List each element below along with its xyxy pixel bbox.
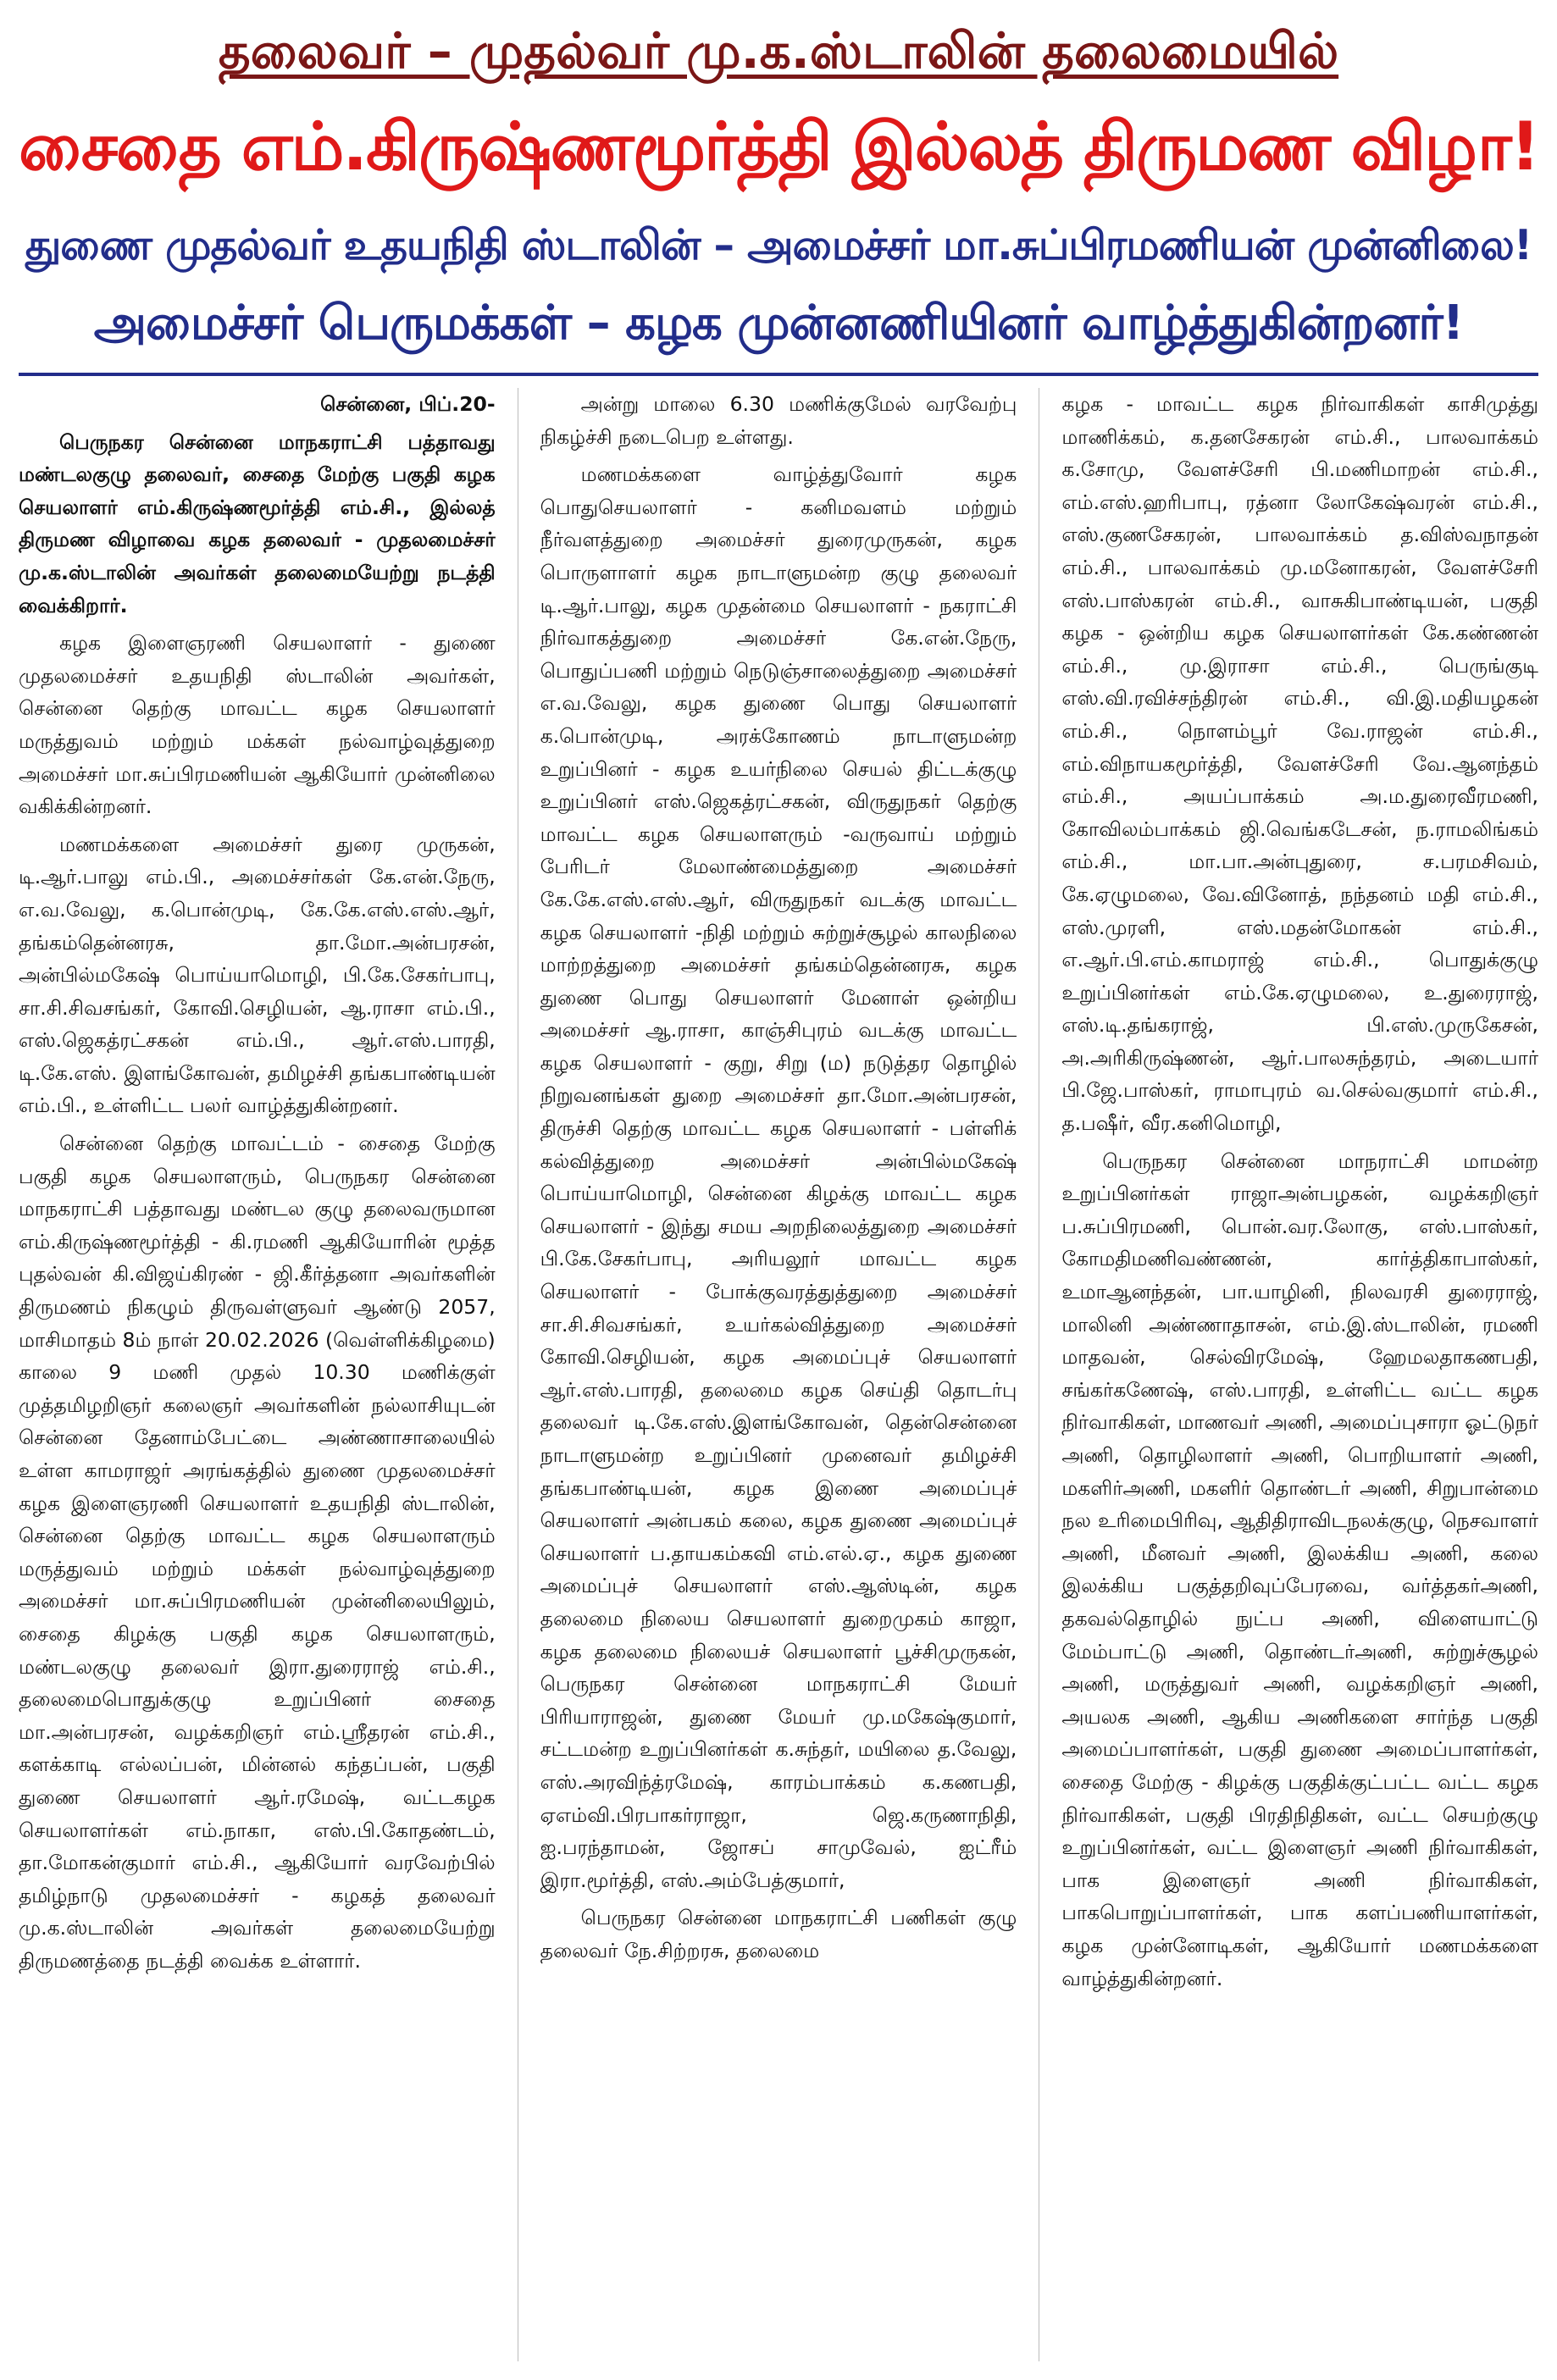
subheading-2: அமைச்சர் பெருமக்கள் – கழக முன்னணியினர் வாழ்த்துகின்றனர்! [93,296,1464,351]
article-paragraph: பெருநகர சென்னை மாநகராட்சி பத்தாவது மண்டலகுழு தலைவர், சைதை மேற்கு பகுதி கழக செயலாளர் எம்.கிருஷ்ணமூர்த்தி எம்.சி., இல்லத் திருமண விழாவை கழக தலைவர் - முதலமைச்சர் மு.க.ஸ்டாலின் அவர்கள் தலைமையேற்று நடத்தி வைக்கிறார். [19,429,496,617]
article-paragraph: பெருநகர சென்னை மாநராட்சி மாமன்ற உறுப்பினர்கள் ராஜாஅன்பழகன், வழக்கறிஞர் ப.சுப்பிரமணி, பொன்.வர.லோகு, எஸ்.பாஸ்கர், கோமதிமணிவண்ணன், கார்த்திகாபாஸ்கர், உமாஆனந்தன், பா.யாழினி, நிலவரசி துரைராஜ், மாலினி அண்ணாதாசன், எம்.இ.ஸ்டாலின், ரமணி மாதவன், செல்விரமேஷ், ஹேமலதாகணபதி, சங்கர்கணேஷ், எஸ்.பாரதி, உள்ளிட்ட வட்ட கழக நிர்வாகிகள், மாணவர் அணி, அமைப்புசாரா ஓட்டுநர் அணி, தொழிலாளர் அணி, பொறியாளர் அணி, மகளிர்அணி, மகளிர் தொண்டர் அணி, சிறுபான்மை நல உரிமைபிரிவு, ஆதிதிராவிடநலக்குழு, நெசவாளர் அணி, மீனவர் அணி, இலக்கிய அணி, கலை இலக்கிய பகுத்தறிவுப்பேரவை, வர்த்தகர்அணி, தகவல்தொழில் நுட்ப அணி, விளையாட்டு மேம்பாட்டு அணி, தொண்டர்அணி, சுற்றுச்சூழல் அணி, மருத்துவர் அணி, வழக்கறிஞர் அணி, அயலக அணி, ஆகிய அணிகளை சார்ந்த பகுதி அமைப்பாளர்கள், பகுதி துணை அமைப்பாளர்கள், சைதை மேற்கு - கிழக்கு பகுதிக்குட்பட்ட வட்ட கழக நிர்வாகிகள், பகுதி பிரதிநிதிகள், வட்ட செயற்குழு உறுப்பினர்கள், வட்ட இளைஞர் அணி நிர்வாகிகள், பாக இளைஞர் அணி நிர்வாகிகள், பாகபொறுப்பாளர்கள், பாக களப்பணியாளர்கள், கழக முன்னோடிகள், ஆகியோர் மணமக்களை வாழ்த்துகின்றனர். [1061,1148,1538,1990]
article-column-2 [540,388,1017,2361]
article-paragraph: மணமக்களை அமைச்சர் துரை முருகன், டி.ஆர்.பாலு எம்.பி., அமைச்சர்கள் கே.என்.நேரு, எ.வ.வேலு, க.பொன்முடி, கே.கே.எஸ்.எஸ்.ஆர், தங்கம்தென்னரசு, தா.மோ.அன்பரசன், அன்பில்மகேஷ் பொய்யாமொழி, பி.கே.சேகர்பாபு, சா.சி.சிவசங்கர், கோவி.செழியன், ஆ.ராசா எம்.பி., எஸ்.ஜெகத்ரட்சகன் எம்.பி., ஆர்.எஸ்.பாரதி, டி.கே.எஸ். இளங்கோவன், தமிழச்சி தங்கபாண்டியன் எம்.பி., உள்ளிட்ட பலர் வாழ்த்துகின்றனர். [19,832,496,1118]
article-paragraph: அன்று மாலை 6.30 மணிக்குமேல் வரவேற்பு நிகழ்ச்சி நடைபெற உள்ளது. [540,392,1017,449]
article-columns [19,388,1538,2361]
article-paragraph: பெருநகர சென்னை மாநகராட்சி பணிகள் குழு தலைவர் நே.சிற்றரசு, தலைமை [540,1906,1017,1962]
article-paragraph: கழக - மாவட்ட கழக நிர்வாகிகள் காசிமுத்து மாணிக்கம், க.தனசேகரன் எம்.சி., பாலவாக்கம் க.சோமு, வேளச்சேரி பி.மணிமாறன் எம்.சி., எம்.எஸ்.ஹரிபாபு, ரத்னா லோகேஷ்வரன் எம்.சி., எஸ்.குணசேகரன், பாலவாக்கம் த.விஸ்வநாதன் எம்.சி., பாலவாக்கம் மு.மனோகரன், வேளச்சேரி எஸ்.பாஸ்கரன் எம்.சி., வாசுகிபாண்டியன், பகுதி கழக - ஒன்றிய கழக செயலாளர்கள் கே.கண்ணன் எம்.சி., மு.இராசா எம்.சி., பெருங்குடி எஸ்.வி.ரவிச்சந்திரன் எம்.சி., வி.இ.மதியழகன் எம்.சி., நொளம்பூர் வே.ராஜன் எம்.சி., எம்.விநாயகமூர்த்தி, வேளச்சேரி வே.ஆனந்தம் எம்.சி., அயப்பாக்கம் அ.ம.துரைவீரமணி, கோவிலம்பாக்கம் ஜி.வெங்கடேசன், ந.ராமலிங்கம் எம்.சி., மா.பா.அன்புதுரை, ச.பரமசிவம், கே.ஏழுமலை, வே.வினோத், நந்தனம் மதி எம்.சி., எஸ்.முரளி, எஸ்.மதன்மோகன் எம்.சி., எ.ஆர்.பி.எம்.காமராஜ் எம்.சி., பொதுக்குழு உறுப்பினர்கள் எம்.கே.ஏழுமலை, உ.துரைராஜ், எஸ்.டி.தங்கராஜ், பி.எஸ்.முருகேசன், அ.அரிகிருஷ்ணன், ஆர்.பாலசுந்தரம், அடையார் பி.ஜே.பாஸ்கர், ராமாபுரம் வ.செல்வகுமார் எம்.சி., த.பஷீர், வீர.கனிமொழி, [1061,392,1538,1136]
article-paragraph: மணமக்களை வாழ்த்துவோர் கழக பொதுசெயலாளர் - கனிமவளம் மற்றும் நீர்வளத்துறை அமைச்சர் துரைமுருகன், கழக பொருளாளர் கழக நாடாளுமன்ற குழு தலைவர் டி.ஆர்.பாலு, கழக முதன்மை செயலாளர் - நகராட்சி நிர்வாகத்துறை அமைச்சர் கே.என்.நேரு, பொதுப்பணி மற்றும் நெடுஞ்சாலைத்துறை அமைச்சர் எ.வ.வேலு, கழக துணை பொது செயலாளர் க.பொன்முடி, அரக்கோணம் நாடாளுமன்ற உறுப்பினர் - கழக உயர்நிலை செயல் திட்டக்குழு உறுப்பினர் எஸ்.ஜெகத்ரட்சகன், விருதுநகர் தெற்கு மாவட்ட கழக செயலாளரும் -வருவாய் மற்றும் பேரிடர் மேலாண்மைத்துறை அமைச்சர் கே.கே.எஸ்.எஸ்.ஆர், விருதுநகர் வடக்கு மாவட்ட கழக செயலாளர் -நிதி மற்றும் சுற்றுச்சூழல் காலநிலை மாற்றத்துறை அமைச்சர் தங்கம்தென்னரசு, கழக துணை பொது செயலாளர் மேனாள் ஒன்றிய அமைச்சர் ஆ.ராசா, காஞ்சிபுரம் வடக்கு மாவட்ட கழக செயலாளர் - குறு, சிறு (ம) நடுத்தர தொழில் நிறுவனங்கள் துறை அமைச்சர் தா.மோ.அன்பரசன், திருச்சி தெற்கு மாவட்ட கழக செயலாளர் - பள்ளிக் கல்வித்துறை அமைச்சர் அன்பில்மகேஷ் பொய்யாமொழி, சென்னை கிழக்கு மாவட்ட கழக செயலாளர் - இந்து சமய அறநிலைத்துறை அமைச்சர் பி.கே.சேகர்பாபு, அரியலூர் மாவட்ட கழக செயலாளர் - போக்குவரத்துத்துறை அமைச்சர் சா.சி.சிவசங்கர், உயர்கல்வித்துறை அமைச்சர் கோவி.செழியன், கழக அமைப்புச் செயலாளர் ஆர்.எஸ்.பாரதி, தலைமை கழக செய்தி தொடர்பு தலைவர் டி.கே.எஸ்.இளங்கோவன், தென்சென்னை நாடாளுமன்ற உறுப்பினர் முனைவர் தமிழச்சி தங்கபாண்டியன், கழக இணை அமைப்புச் செயலாளர் அன்பகம் கலை, கழக துணை அமைப்புச் செயலாளர் ப.தாயகம்கவி எம்.எல்.ஏ., கழக துணை அமைப்புச் செயலாளர் எஸ்.ஆஸ்டின், கழக தலைமை நிலைய செயலாளர் துறைமுகம் காஜா, கழக தலைமை நிலையச் செயலாளர் பூச்சிமுருகன், பெருநகர சென்னை மாநகராட்சி மேயர் பிரியாராஜன், துணை மேயர் மு.மகேஷ்குமார், சட்டமன்ற உறுப்பினர்கள் க.சுந்தர், மயிலை த.வேலு, எஸ்.அரவிந்த்ரமேஷ், காரம்பாக்கம் க.கணபதி, ஏஎம்வி.பிரபாகர்ராஜா, ஜெ.கருணாநிதி, ஐ.பரந்தாமன், ஜோசப் சாமுவேல், ஐட்ரீம் இரா.மூர்த்தி, எஸ்.அம்பேத்குமார், [540,462,1017,1892]
header-rule [19,373,1538,376]
article-column-1 [19,388,496,2361]
dateline: சென்னை, பிப்.20- [320,392,496,416]
article-paragraph: கழக இளைஞரணி செயலாளர் - துணை முதலமைச்சர் உதயநிதி ஸ்டாலின் அவர்கள், சென்னை தெற்கு மாவட்ட கழக செயலாளர் மருத்துவம் மற்றும் மக்கள் நல்வாழ்வுத்துறை அமைச்சர் மா.சுப்பிரமணியன் ஆகியோர் முன்னிலை வகிக்கின்றனர். [19,631,496,819]
article-paragraph: சென்னை தெற்கு மாவட்டம் - சைதை மேற்கு பகுதி கழக செயலாளரும், பெருநகர சென்னை மாநகராட்சி பத்தாவது மண்டல குழு தலைவருமான எம்.கிருஷ்ணமூர்த்தி - கி.ரமணி ஆகியோரின் மூத்த புதல்வன் கி.விஜய்கிரண் - ஜி.கீர்த்தனா அவர்களின் திருமணம் நிகழும் திருவள்ளுவர் ஆண்டு 2057, மாசிமாதம் 8ம் நாள் 20.02.2026 (வெள்ளிக்கிழமை) காலை 9 மணி முதல் 10.30 மணிக்குள் முத்தமிழறிஞர் கலைஞர் அவர்களின் நல்லாசியுடன் சென்னை தேனாம்பேட்டை அண்ணாசாலையில் உள்ள காமராஜர் அரங்கத்தில் துணை முதலமைச்சர் கழக இளைஞரணி செயலாளர் உதயநிதி ஸ்டாலின், சென்னை தெற்கு மாவட்ட கழக செயலாளரும் மருத்துவம் மற்றும் மக்கள் நல்வாழ்வுத்துறை அமைச்சர் மா.சுப்பிரமணியன் முன்னிலையிலும், சைதை கிழக்கு பகுதி கழக செயலாளரும், மண்டலகுழு தலைவர் இரா.துரைராஜ் எம்.சி., தலைமைபொதுக்குழு உறுப்பினர் சைதை மா.அன்பரசன், வழக்கறிஞர் எம்.ஸ்ரீதரன் எம்.சி., களக்காடி எல்லப்பன், மின்னல் கந்தப்பன், பகுதி துணை செயலாளர் ஆர்.ரமேஷ், வட்டகழக செயலாளர்கள் எம்.நாகா, எஸ்.பி.கோதண்டம், தா.மோகன்குமார் எம்.சி., ஆகியோர் வரவேற்பில் தமிழ்நாடு முதலமைச்சர் - கழகத் தலைவர் மு.க.ஸ்டாலின் அவர்கள் தலைமையேற்று திருமணத்தை நடத்தி வைக்க உள்ளார். [19,1132,496,1973]
main-headline: சைதை எம்.கிருஷ்ணமூர்த்தி இல்லத் திருமண விழா! [19,109,1538,185]
article-column-3 [1061,388,1538,2361]
kicker-heading: தலைவர் – முதல்வர் மு.க.ஸ்டாலின் தலைமையில் [218,22,1339,80]
subheading-1: துணை முதல்வர் உதயநிதி ஸ்டாலின் – அமைச்சர் மா.சுப்பிரமணியன் முன்னிலை! [25,221,1532,269]
